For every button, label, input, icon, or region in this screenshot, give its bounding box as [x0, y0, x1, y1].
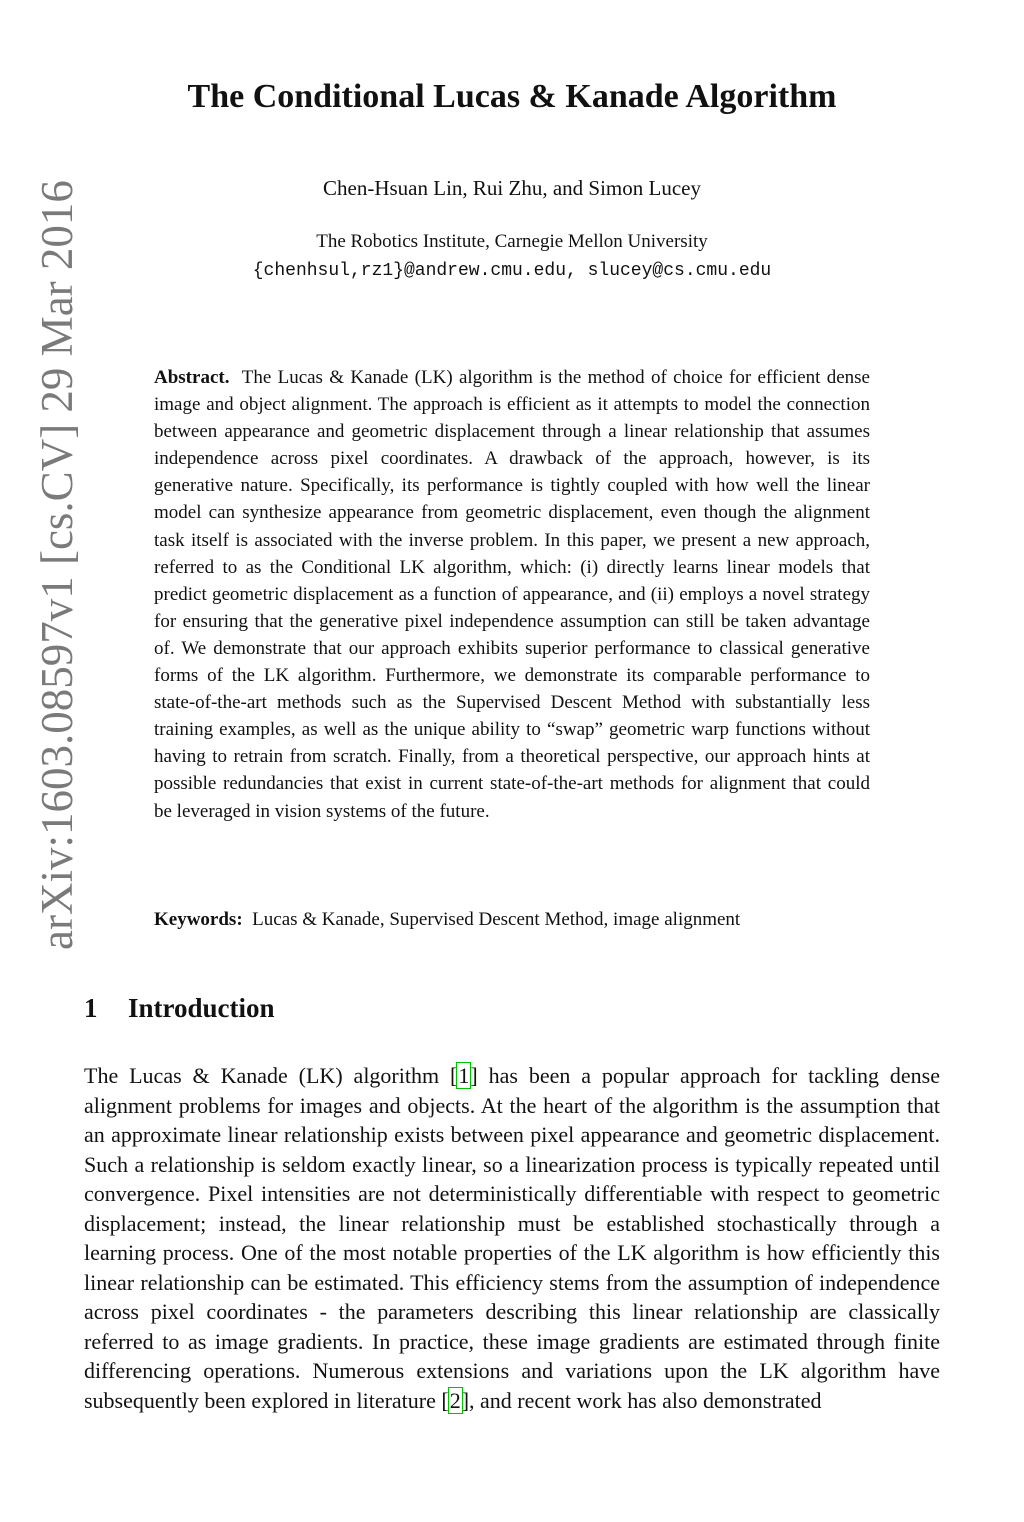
- introduction-paragraph: [84, 1061, 940, 1415]
- paper-title: The Conditional Lucas & Kanade Algorithm: [187, 78, 837, 115]
- keywords-text: Lucas & Kanade, Supervised Descent Method, image alignment: [252, 909, 741, 930]
- section-number: 1: [84, 993, 98, 1023]
- intro-text-3: ], and recent work has also demonstrated: [461, 1387, 822, 1413]
- affiliation: The Robotics Institute, Carnegie Mellon University: [316, 231, 708, 252]
- abstract: [154, 364, 870, 825]
- section-title: Introduction: [128, 993, 275, 1023]
- section-heading-introduction: [84, 988, 924, 1028]
- abstract-text: The Lucas & Kanade (LK) algorithm is the method of choice for efficient dense image and object alignment. The approach is efficient as it attempts to model the connection between appearance and geometric displacement through a linear relationship that assumes independence across pixel coordinates. A drawback of the approach, however, is its generative nature. Specifically, its performance is tightly coupled with how well the linear model can synthesize appearance from geometric displacement, even though the alignment task itself is associated with the inverse problem. In this paper, we present a new approach, referred to as the Conditional LK algorithm, which: (i) directly learns linear models that predict geometric displacement as a function of appearance, and (ii) employs a novel strategy for ensuring that the generative pixel independence assumption can still be taken advantage of. We demonstrate that our approach exhibits superior performance to classical generative forms of the LK algorithm. Furthermore, we demonstrate its comparable performance to state-of-the-art methods such as the Supervised Descent Method with substantially less training examples, as well as the unique ability to “swap” geometric warp functions without having to retrain from scratch. Finally, from a theoretical perspective, our approach hints at possible redundancies that exist in current state-of-the-art methods for alignment that could be leveraged in vision systems of the future.: [154, 367, 870, 822]
- citation-link-2[interactable]: 2: [449, 1387, 461, 1413]
- intro-text-1: The Lucas & Kanade (LK) algorithm [: [84, 1063, 458, 1088]
- citation-link-1[interactable]: 1: [458, 1063, 470, 1088]
- keywords: [154, 906, 870, 934]
- arxiv-identifier-stamp: arXiv:1603.08597v1 [cs.CV] 29 Mar 2016: [32, 180, 82, 950]
- author-list: Chen-Hsuan Lin, Rui Zhu, and Simon Lucey: [323, 176, 701, 200]
- abstract-label: Abstract.: [154, 367, 230, 388]
- keywords-label: Keywords:: [154, 909, 243, 930]
- email-addresses: {chenhsul,rz1}@andrew.cmu.edu, slucey@cs.cmu.edu: [252, 261, 772, 281]
- author-emails: [100, 256, 924, 285]
- intro-text-2: ] has been a popular approach for tackling dense alignment problems for images and objects. At the heart of the algorithm is the assumption that an approximate linear relationship exists between pixel appearance and geometric displacement. Such a relationship is seldom exactly linear, so a linearization process is typically repeated until convergence. Pixel intensities are not deterministically differentiable with respect to geometric displacement; instead, the linear relationship must be established stochastically through a learning process. One of the most notable properties of the LK algorithm is how efficiently this linear relationship can be estimated. This efficiency stems from the assumption of independence across pixel coordinates - the parameters describing this linear relationship are classically referred to as image gradients. In practice, these image gradients are estimated through finite differencing operations. Numerous extensions and variations upon the LK algorithm have subsequently been explored in literature [: [84, 1063, 940, 1413]
